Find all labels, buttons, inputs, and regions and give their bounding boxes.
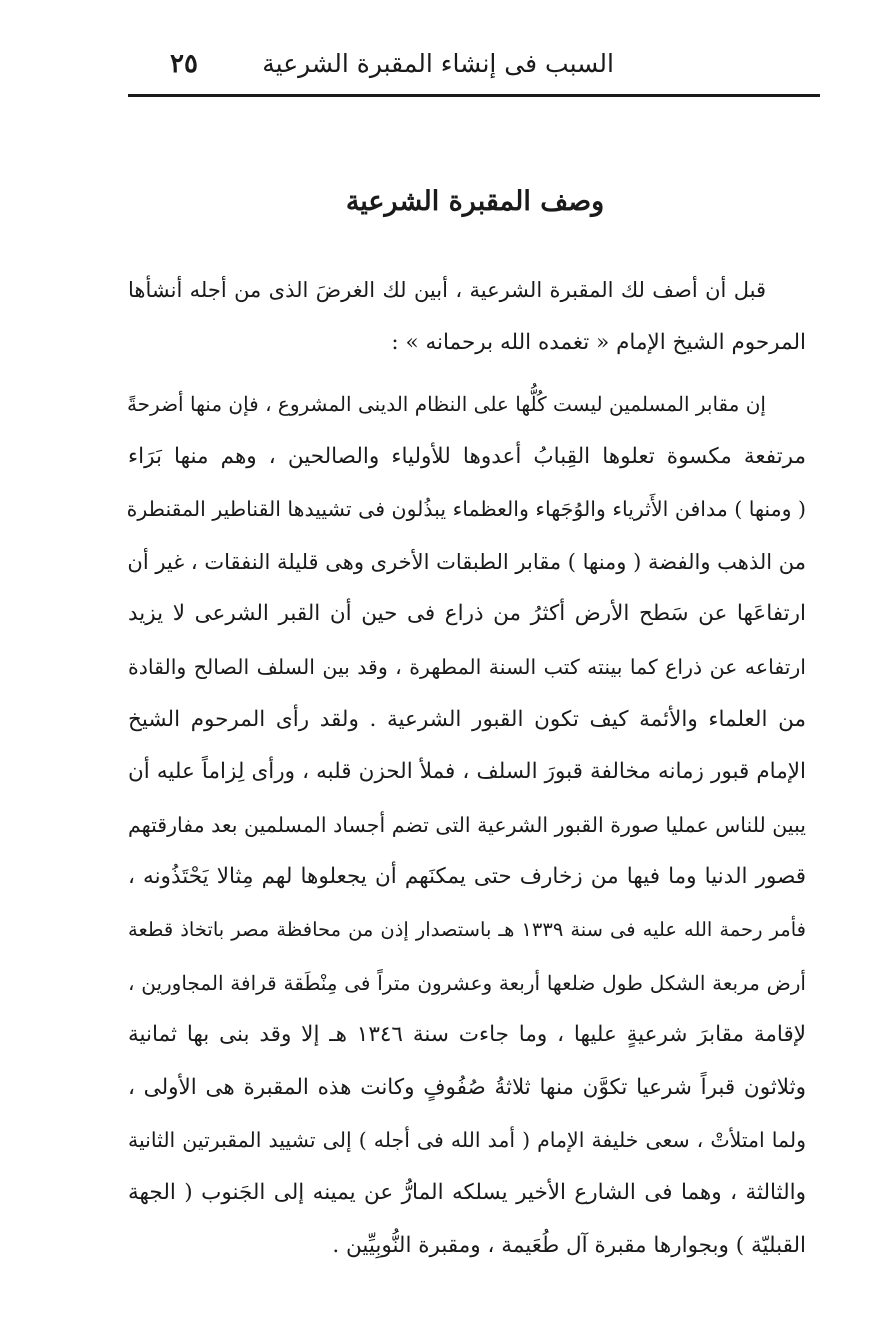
text-line: وثلاثون قبراً شرعيا تكوَّن منها ثلاثةُ صُفُوفٍ وكانت هذه المقبرة هى الأولى ، (128, 1074, 806, 1100)
text-line: فأمر رحمة الله عليه فى سنة ١٣٣٩ هـ باستصدار إذن من محافظة مصر باتخاذ قطعة (128, 917, 806, 941)
running-header (130, 40, 820, 92)
text-line: ارتفاعَها عن سَطح الأرض أكثرُ من ذراع فى حين أن القبر الشرعى لا يزيد (128, 601, 806, 627)
intro-paragraph (128, 264, 806, 369)
text-line: لإقامة مقابرَ شرعيةٍ عليها ، وما جاءت سنة ١٣٤٦ هـ إلا وقد بنى بها ثمانية (128, 1022, 807, 1048)
text-line: الإمام قبور زمانه مخالفة قبورَ السلف ، فملأ الحزن قلبه ، ورأى لِزاماً عليه أن (128, 759, 806, 785)
text-line: ( ومنها ) مدافن الأَثرياء والوُجَهاء والعظماء يبذُلون فى تشييدها القناطير المقنطرة (126, 497, 806, 522)
text-line: قصور الدنيا وما فيها من زخارف حتى يمكنَهم أن يجعلوها لهم مِثالا يَحْتَذُونه ، (128, 864, 806, 890)
text-line: إن مقابر المسلمين ليست كُلُّها على النظام الدينى المشروع ، فإن منها أضرحةً (126, 392, 766, 416)
text-line: من العلماء والأئمة كيف تكون القبور الشرعية . ولقد رأى المرحوم الشيخ (128, 706, 806, 732)
body-paragraph (128, 378, 806, 1272)
header-rule (128, 94, 820, 97)
text-line: ولما امتلأتْ ، سعى خليفة الإمام ( أمد الله فى أجله ) إلى تشييد المقبرتين الثانية (128, 1128, 806, 1153)
running-title: السبب فى إنشاء المقبرة الشرعية (262, 49, 614, 78)
text-line: والثالثة ، وهما فى الشارع الأخير يسلكه المارُّ عن يمينه إلى الجَنوب ( الجهة (128, 1179, 806, 1205)
text-line: المرحوم الشيخ الإمام « تغمده الله برحمانه » : (391, 329, 806, 355)
section-heading: وصف المقبرة الشرعية (345, 186, 605, 217)
text-line: أرض مربعة الشكل طول ضلعها أربعة وعشرون متراً فى مِنْطَقة قرافة المجاورين ، (128, 970, 806, 995)
text-line: قبل أن أصف لك المقبرة الشرعية ، أبين لك الغرضَ الذى من أجله أنشأها (128, 278, 766, 302)
text-line: من الذهب والفضة ( ومنها ) مقابر الطبقات الأخرى وهى قليلة النفقات ، غير أن (127, 549, 806, 574)
text-line: يبين للناس عمليا صورة القبور الشرعية التى تضم أجساد المسلمين بعد مفارقتهم (128, 812, 806, 837)
text-line: ارتفاعه عن ذراع كما بينته كتب السنة المطهرة ، وقد بين السلف الصالح والقادة (128, 654, 806, 679)
page-number: ٢٥ (170, 49, 198, 79)
text-line: القبليّة ) وبجوارها مقبرة آل طُعَيمة ، ومقبرة النُّوبِيِّين . (332, 1232, 806, 1258)
text-line: مرتفعة مكسوة تعلوها القِبابُ أعدوها للأولياء والصالحين ، وهم منها بَرَاء (128, 443, 806, 469)
